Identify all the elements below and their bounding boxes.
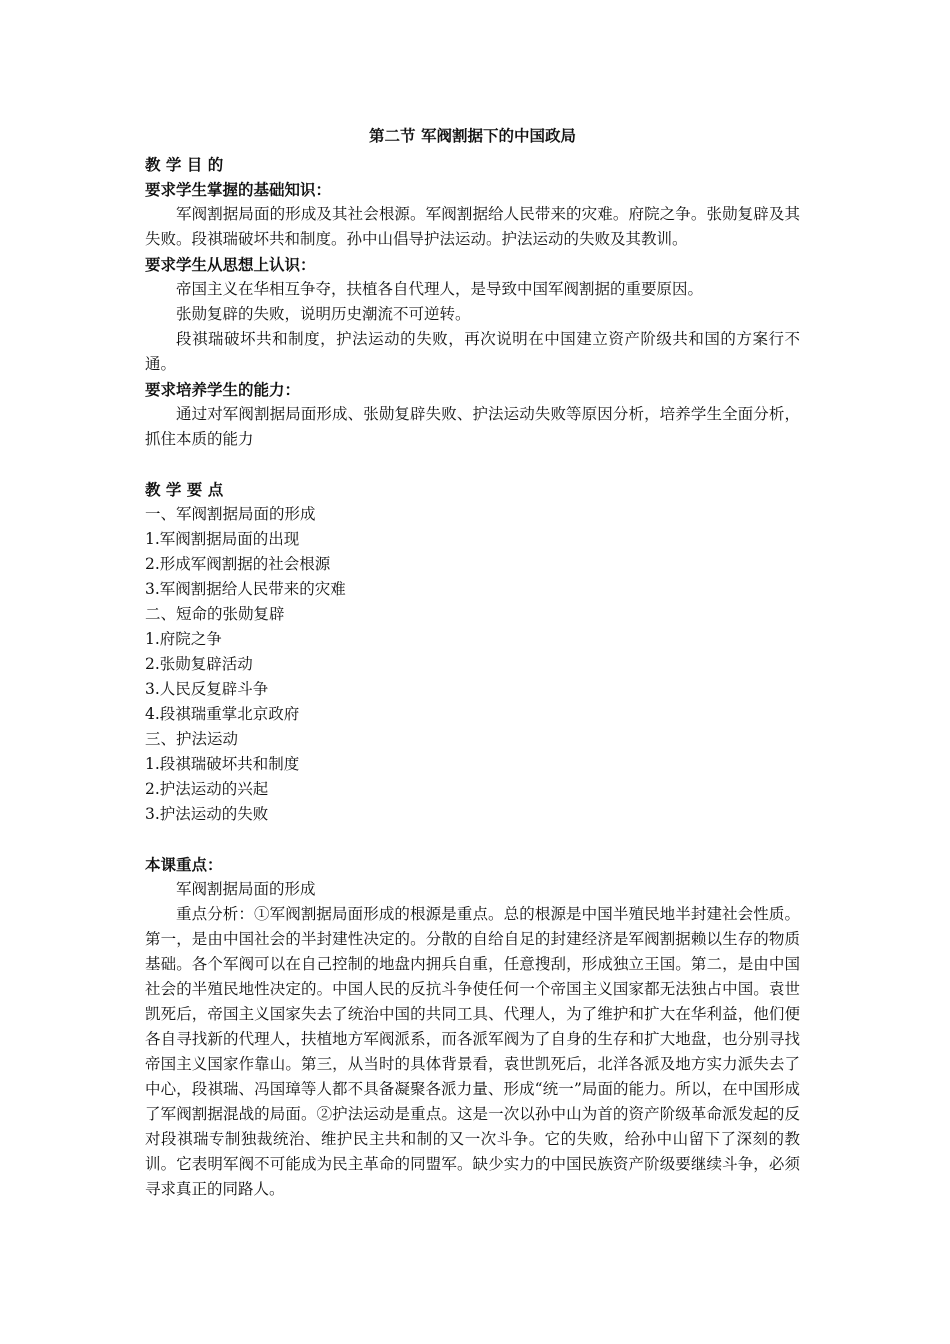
ability-heading: 要求培养学生的能力： [145, 380, 301, 399]
outline-item: 2.护法运动的兴起 [145, 780, 269, 798]
focus-topic: 军阀割据局面的形成 [176, 880, 316, 898]
outline-item: 3.人民反复辟斗争 [145, 680, 269, 698]
objectives-heading: 教 学 目 的 [145, 155, 224, 174]
document-page [145, 120, 800, 1202]
outline-item: 一、军阀割据局面的形成 [145, 505, 316, 523]
outline-item: 二、短命的张勋复辟 [145, 605, 285, 623]
focus-analysis: 重点分析：①军阀割据局面形成的根源是重点。总的根源是中国半殖民地半封建社会性质。第一，是由中国社会的半封建性决定的。分散的自给自足的封建经济是军阀割据赖以生存的物质基础。各个军阀可以在自己控制的地盘内拥兵自重，任意搜刮，形成独立王国。第二，是由中国社会的半殖民地性决定的。中国人民的反抗斗争使任何一个帝国主义国家都无法独占中国。袁世凯死后，帝国主义国家失去了统治中国的共同工具、代理人，为了维护和扩大在华利益，他们便各自寻找新的代理人，扶植地方军阀派系，而各派军阀为了自身的生存和扩大地盘，也分别寻找帝国主义国家作靠山。第三，从当时的具体背景看，袁世凯死后，北洋各派及地方实力派失去了中心，段祺瑞、冯国璋等人都不具备凝聚各派力量、形成“统一”局面的能力。所以，在中国形成了军阀割据混战的局面。②护法运动是重点。这是一次以孙中山为首的资产阶级革命派发起的反对段祺瑞专制独裁统治、维护民主共和制的又一次斗争。它的失败，给孙中山留下了深刻的教训。它表明军阀不可能成为民主革命的同盟军。缺少实力的中国民族资产阶级要继续斗争，必须寻求真正的同路人。 [145, 905, 800, 1198]
outline-item: 1.军阀割据局面的出现 [145, 530, 300, 548]
outline-item: 3.护法运动的失败 [145, 805, 269, 823]
spacer [145, 452, 800, 477]
outline-item: 1.府院之争 [145, 630, 222, 648]
focus-heading: 本课重点： [145, 855, 223, 874]
ideology-paragraph: 张勋复辟的失败，说明历史潮流不可逆转。 [176, 305, 471, 323]
spacer [145, 827, 800, 852]
outline-item: 1.段祺瑞破坏共和制度 [145, 755, 300, 773]
outline-item: 3.军阀割据给人民带来的灾难 [145, 580, 346, 598]
outline-item: 2.形成军阀割据的社会根源 [145, 555, 331, 573]
document-title: 第二节 军阀割据下的中国政局 [369, 126, 576, 145]
basic-knowledge-heading: 要求学生掌握的基础知识： [145, 180, 332, 199]
outline-item: 三、护法运动 [145, 730, 239, 748]
key-points-heading: 教 学 要 点 [145, 480, 224, 499]
basic-knowledge-text: 军阀割据局面的形成及其社会根源。军阀割据给人民带来的灾难。府院之争。张勋复辟及其失败。段祺瑞破坏共和制度。孙中山倡导护法运动。护法运动的失败及其教训。 [145, 205, 800, 248]
ability-text: 通过对军阀割据局面形成、张勋复辟失败、护法运动失败等原因分析，培养学生全面分析，抓住本质的能力 [145, 405, 800, 448]
outline-item: 4.段祺瑞重掌北京政府 [145, 705, 300, 723]
outline-item: 2.张勋复辟活动 [145, 655, 253, 673]
ideology-paragraph: 段祺瑞破坏共和制度，护法运动的失败，再次说明在中国建立资产阶级共和国的方案行不通。 [145, 330, 800, 373]
ideology-paragraph: 帝国主义在华相互争夺，扶植各自代理人，是导致中国军阀割据的重要原因。 [176, 280, 704, 298]
ideology-heading: 要求学生从思想上认识： [145, 255, 316, 274]
